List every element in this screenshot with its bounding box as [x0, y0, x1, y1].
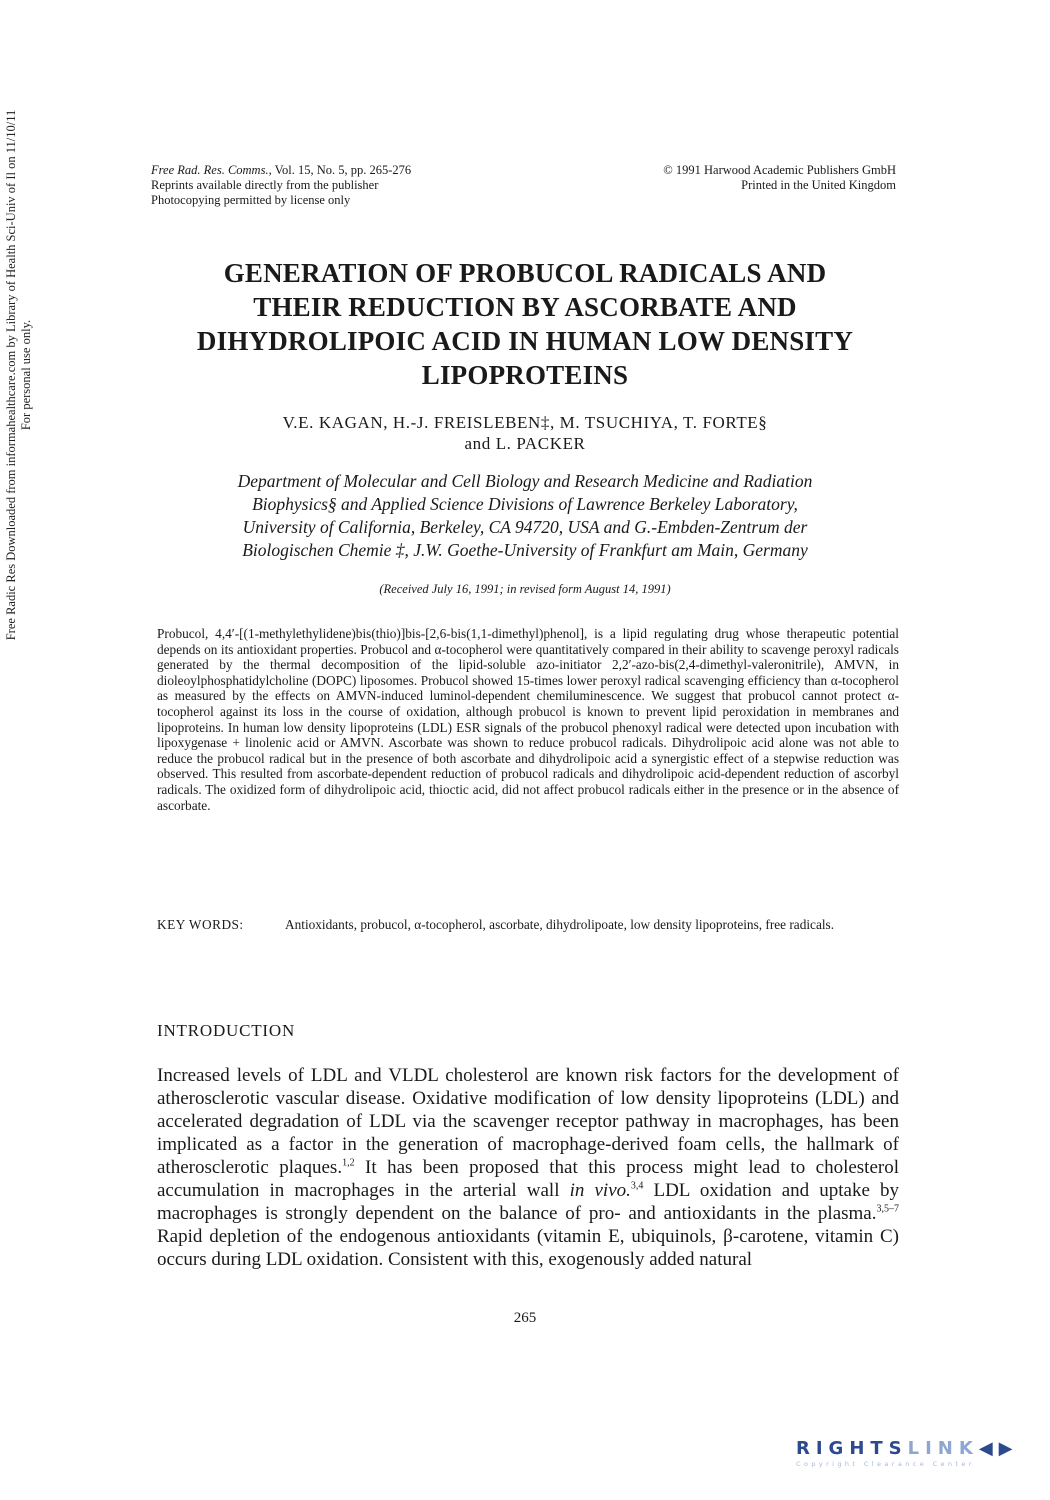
title-line: GENERATION OF PROBUCOL RADICALS AND	[223, 258, 827, 288]
section-heading: INTRODUCTION	[157, 1021, 296, 1040]
citation-ref: 3,4	[630, 1180, 644, 1192]
logo-subtitle: Copyright Clearance Center	[796, 1460, 975, 1468]
body-text-segment: LDL oxidation and uptake by macrophages is strongly dependent on the balance of pro- and antioxidants in the plasma.	[157, 1180, 899, 1224]
reprints-note: Reprints available directly from the publisher	[151, 178, 379, 192]
photocopy-note: Photocopying permitted by license only	[151, 193, 351, 207]
affiliation	[150, 470, 900, 562]
title-line: LIPOPROTEINS	[421, 360, 629, 390]
body-paragraph	[157, 1064, 899, 1271]
affiliation-line: Department of Molecular and Cell Biology and Research Medicine and Radiation	[237, 471, 813, 491]
journal-name: Free Rad. Res. Comms.	[151, 163, 269, 177]
body-text-segment: Increased levels of LDL and VLDL cholesterol are known risk factors for the development of atherosclerotic vascular disease. Oxidative modification of low density lipoproteins (LDL) and accelerated degradation of LDL via the scavenger receptor pathway in macrophages, has been implicated as a factor in the generation of macrophage-derived foam cells, the hallmark of atherosclerotic plaques.	[157, 1065, 899, 1178]
body-text-segment: It has been proposed that this process might lead to cholesterol accumulation in macrophages in the arterial wall	[157, 1157, 899, 1201]
logo-text-light: LINK	[907, 1438, 979, 1459]
authors-line: and L. PACKER	[464, 434, 586, 453]
article-title	[130, 256, 920, 392]
body-italic: in vivo.	[569, 1180, 631, 1201]
title-line: DIHYDROLIPOIC ACID IN HUMAN LOW DENSITY	[196, 326, 854, 356]
affiliation-line: University of California, Berkeley, CA 94720, USA and G.-Embden-Zentrum der	[242, 517, 808, 537]
logo-mark-icon: ◀▶	[978, 1438, 1019, 1459]
author-list	[160, 412, 890, 454]
watermark-line: For personal use only.	[19, 319, 33, 431]
received-dates: (Received July 16, 1991; in revised form August 14, 1991)	[379, 582, 671, 596]
volume-pages: , Vol. 15, No. 5, pp. 265-276	[268, 163, 412, 177]
page-number: 265	[513, 1310, 537, 1326]
keywords-label: KEY WORDS:	[157, 917, 244, 932]
authors-line: V.E. KAGAN, H.-J. FREISLEBEN‡, M. TSUCHIYA, T. FORTE§	[282, 413, 768, 432]
printed-line: Printed in the United Kingdom	[741, 178, 896, 192]
copyright-line: © 1991 Harwood Academic Publishers GmbH	[663, 163, 896, 177]
citation-ref: 3,5–7	[876, 1203, 899, 1215]
affiliation-line: Biophysics§ and Applied Science Divisions of Lawrence Berkeley Laboratory,	[252, 494, 798, 514]
watermark-line: Free Radic Res Downloaded from informahealthcare.com by Library of Health Sci-Univ of Il on 11/10/11	[4, 109, 18, 641]
masthead-left	[151, 163, 571, 208]
citation-ref: 1,2	[342, 1157, 355, 1169]
keywords-block	[157, 917, 899, 933]
download-watermark	[4, 0, 34, 1125]
title-line: THEIR REDUCTION BY ASCORBATE AND	[253, 292, 797, 322]
keywords-text: Antioxidants, probucol, α-tocopherol, ascorbate, dihydrolipoate, low density lipoproteins, free radicals.	[285, 917, 835, 932]
journal-citation	[151, 163, 571, 178]
masthead-right	[600, 163, 896, 193]
rightslink-logo[interactable]	[796, 1438, 1036, 1468]
body-text-segment: Rapid depletion of the endogenous antioxidants (vitamin E, ubiquinols, β-carotene, vitamin C) occurs during LDL oxidation. Consistent with this, exogenously added natural	[157, 1226, 899, 1270]
abstract: Probucol, 4,4′-[(1-methylethylidene)bis(thio)]bis-[2,6-bis(1,1-dimethyl)phenol], is a lipid regulating drug whose therapeutic potential depends on its antioxidant properties. Probucol and α-tocopherol were quantitatively compared in their ability to scavenge peroxyl radicals generated by the thermal decomposition of the lipid-soluble azo-initiator 2,2′-azo-bis(2,4-dimethyl-valeronitrile), AMVN, in dioleoylphosphatidylcholine (DOPC) liposomes. Probucol showed 15-times lower peroxyl radical scavenging efficiency than α-tocopherol as measured by the effects on AMVN-induced luminol-dependent chemiluminescence. We suggest that probucol cannot protect α-tocopherol against its loss in the course of oxidation, although probucol is known to prevent lipid peroxidation in membranes and lipoproteins. In human low density lipoproteins (LDL) ESR signals of the probucol phenoxyl radical were detected upon incubation with lipoxygenase + linolenic acid or AMVN. Ascorbate was shown to reduce probucol radicals. Dihydrolipoic acid alone was not able to reduce the probucol radical but in the presence of both ascorbate and dihydrolipoic acid a synergistic effect of a stepwise reduction was observed. This resulted from ascorbate-dependent reduction of probucol radicals and dihydrolipoic acid-dependent reduction of ascorbyl radicals. The oxidized form of dihydrolipoic acid, thioctic acid, did not affect probucol radicals either in the presence or in the absence of ascorbate.	[157, 626, 899, 813]
logo-text-dark: RIGHTS	[796, 1438, 908, 1459]
affiliation-line: Biologischen Chemie ‡, J.W. Goethe-University of Frankfurt am Main, Germany	[242, 540, 808, 560]
